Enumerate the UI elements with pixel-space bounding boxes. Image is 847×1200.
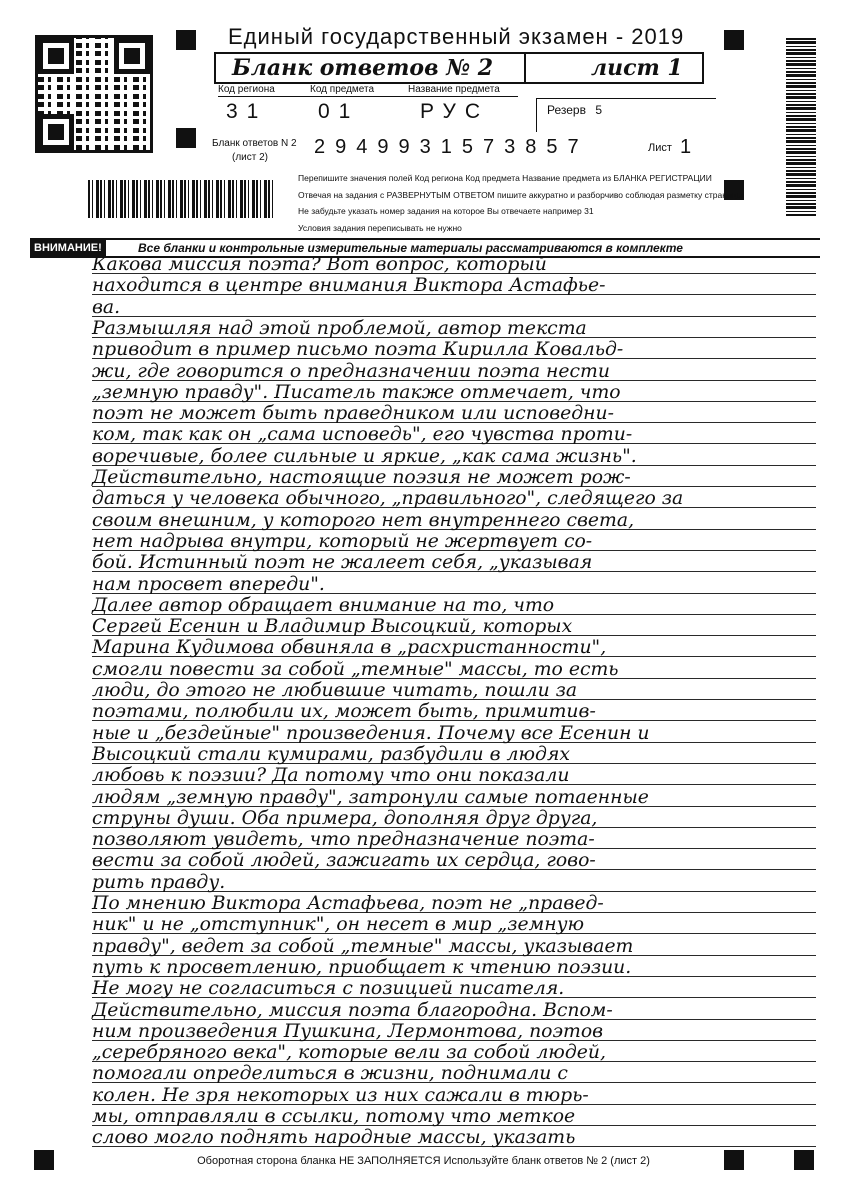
form-number-value: 2949931573857 xyxy=(314,136,589,158)
handwritten-line: Далее автор обращает внимание на то, что xyxy=(92,593,555,616)
subject-code-label: Код предмета xyxy=(310,84,375,95)
handwritten-line: правду", ведет за собой „темные" массы, указывает xyxy=(92,934,634,957)
corner-marker-mid-left xyxy=(176,128,196,148)
handwritten-line: ник" и не „отступник", он несет в мир „земную xyxy=(92,913,585,936)
instruction-copy: Перепишите значения полей Код региона Код предмета Название предмета из БЛАНКА РЕГИСТРАЦИИ xyxy=(298,173,712,183)
handwritten-line: путь к просветлению, приобщает к чтению поэзии. xyxy=(92,955,632,978)
handwritten-line: колен. Не зря некоторых из них сажали в тюрь- xyxy=(92,1083,589,1106)
handwritten-line: Не могу не согласиться с позицией писателя. xyxy=(92,977,565,1000)
list-label: Лист xyxy=(648,142,672,154)
corner-marker-top-right xyxy=(724,30,744,50)
handwritten-line: нам просвет впереди". xyxy=(92,572,325,595)
handwritten-line: ним произведения Пушкина, Лермонтова, поэтов xyxy=(92,1019,604,1042)
handwritten-line: Действительно, миссия поэта благородна. Вспом- xyxy=(92,998,613,1021)
region-code-value: 31 xyxy=(226,100,268,123)
list-value: 1 xyxy=(680,136,692,158)
reserve-field xyxy=(536,98,716,132)
subject-name-value: РУС xyxy=(420,100,490,123)
form-number-label: Бланк ответов N 2 xyxy=(212,138,297,149)
subject-code-value: 01 xyxy=(318,100,360,123)
handwritten-line: бой. Истинный поэт не жалеет себя, „указывая xyxy=(92,551,593,574)
handwritten-line: ком, так как он „сама исповедь", его чувства проти- xyxy=(92,423,633,446)
handwritten-line: Высоцкий стали кумирами, разбудили в людях xyxy=(92,742,570,765)
form-title-box xyxy=(214,52,704,84)
reserve-value: 5 xyxy=(595,103,603,117)
handwritten-line: смогли повести за собой „темные" массы, то есть xyxy=(92,657,619,680)
handwritten-line: ные и „бездейные" произведения. Почему все Есенин и xyxy=(92,721,650,744)
barcode-horizontal xyxy=(88,180,274,218)
handwritten-line: слово могло поднять народные массы, указать xyxy=(92,1126,576,1149)
handwritten-line: Какова миссия поэта? Вот вопрос, который xyxy=(92,253,547,275)
handwritten-line: мы, отправляли в ссылки, потому что меткое xyxy=(92,1105,576,1127)
handwritten-line: жи, где говорится о предназначении поэта нести xyxy=(92,359,610,382)
handwritten-line: Сергей Есенин и Владимир Высоцкий, которых xyxy=(92,615,573,638)
handwritten-line: струны души. Оба примера, дополняя друг друга, xyxy=(92,806,598,829)
handwritten-line: Действительно, настоящие поэзия не может рож- xyxy=(92,466,631,488)
handwritten-line: „земную правду". Писатель также отмечает, что xyxy=(92,380,621,403)
instruction-answer: Отвечая на задания с РАЗВЕРНУТЫМ ОТВЕТОМ пишите аккуратно и разборчиво соблюдая разметку страницы xyxy=(298,189,743,200)
handwritten-line: поэтами, полюбили их, может быть, примитив- xyxy=(92,700,596,723)
exam-title: Единый государственный экзамен - 2019 xyxy=(228,24,685,49)
corner-marker-top-left xyxy=(176,30,196,50)
barcode-vertical xyxy=(786,38,816,216)
handwritten-line: находится в центре внимания Виктора Астафье- xyxy=(92,274,606,297)
form-number-sublabel: (лист 2) xyxy=(232,152,269,163)
reserve-label: Резерв xyxy=(547,103,586,117)
form-title: Бланк ответов № 2 xyxy=(232,55,494,81)
handwritten-line: любовь к поэзии? Да потому что они показали xyxy=(92,764,570,787)
handwritten-line: „серебряного века", которые вели за собой людей, xyxy=(92,1041,606,1064)
handwritten-line: рить правду. xyxy=(92,870,226,893)
qr-code xyxy=(38,38,150,150)
handwritten-line: даться у человека обычного, „правильного", следящего за xyxy=(92,487,684,510)
handwritten-line: Размышляя над этой проблемой, автор текста xyxy=(92,316,587,339)
handwritten-line: позволяют увидеть, что предназначение поэта- xyxy=(92,828,595,851)
handwritten-line: Марина Кудимова обвиняла в „расхристанности", xyxy=(92,636,607,659)
instruction-conditions: Условия задания переписывать не нужно xyxy=(298,222,462,233)
handwritten-line: приводит в пример письмо поэта Кирилла Ковальд- xyxy=(92,338,624,361)
attention-label: ВНИМАНИЕ! xyxy=(30,240,106,256)
handwritten-line: помогали определиться в жизни, поднимали с xyxy=(92,1062,568,1085)
instruction-number: Не забудьте указать номер задания на которое Вы отвечаете например 31 xyxy=(298,206,594,216)
handwritten-line: По мнению Виктора Астафьева, поэт не „правед- xyxy=(92,892,604,914)
handwritten-line: нет надрыва внутри, который не жертвует со- xyxy=(92,529,593,552)
region-code-label: Код региона xyxy=(218,84,275,95)
handwritten-line: ва. xyxy=(92,295,121,318)
handwritten-line: воречивые, более сильные и яркие, „как сама жизнь". xyxy=(92,444,637,467)
handwritten-line: вести за собой людей, зажигать их сердца, гово- xyxy=(92,849,596,872)
attention-text: Все бланки и контрольные измерительные материалы рассматриваются в комплекте xyxy=(138,241,683,255)
subject-name-label: Название предмета xyxy=(408,84,500,95)
handwritten-line: поэт не может быть праведником или исповедни- xyxy=(92,402,615,425)
sheet-label: лист 1 xyxy=(591,55,683,81)
instructions xyxy=(298,170,743,236)
handwritten-line: люди, до этого не любившие читать, пошли за xyxy=(92,679,578,701)
footer-note: Оборотная сторона бланка НЕ ЗАПОЛНЯЕТСЯ Используйте бланк ответов № 2 (лист 2) xyxy=(197,1155,650,1167)
handwritten-line: своим внешним, у которого нет внутреннего света, xyxy=(92,508,635,531)
answer-area xyxy=(92,253,816,1198)
handwritten-line: людям „земную правду", затронули самые потаенные xyxy=(92,785,649,808)
